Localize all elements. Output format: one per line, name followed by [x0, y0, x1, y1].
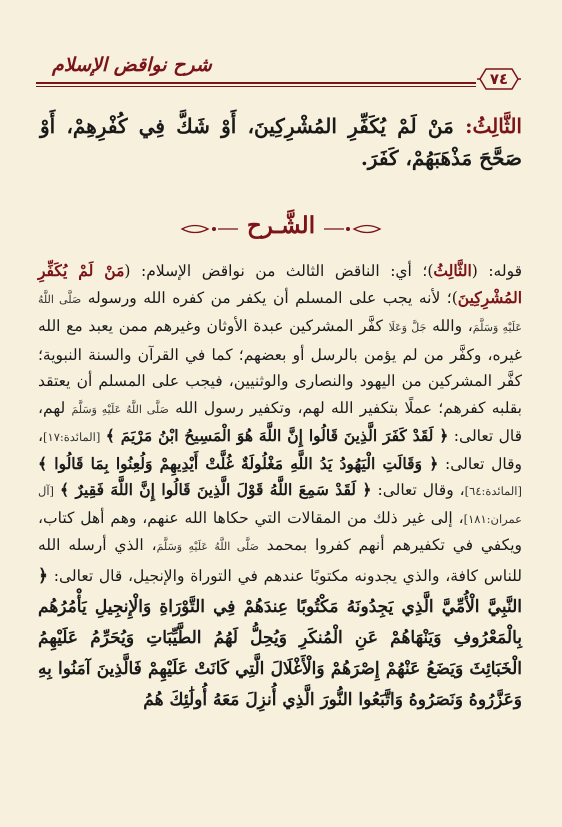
text-run: ، وقال تعالى: [377, 481, 465, 499]
verse-reference: [آل عمران:١٨١] [38, 484, 522, 526]
honorific-allah: جَلَّ وَعَلَا [388, 321, 427, 334]
matn-label: الثَّالِثُ: [465, 114, 522, 138]
honorific: صَلَّى اللَّهُ عَلَيْهِ وَسَلَّمَ [38, 292, 522, 334]
text-run: ، وقال تعالى: [38, 427, 523, 473]
page-number-frame [476, 66, 522, 92]
text-run: كفَّر المشركين عبدة الأوثان وغيرهم ممن يعبد مع الله غيره، وكفَّر من لم يؤمن بالرسل أو بعضهم؛ كما في القرآن والسنة النبوية؛ كفَّر المشركين من اليهود والنصارى والوثنيين، فيجب على المسلم أن يعتقد بقلبه كفرهم؛ عملًا بتكفير الله لهم، وتكفير رسول الله [38, 317, 522, 417]
matn-quote-label: الثَّالِثُ [433, 261, 472, 280]
quran-verse: ﴿ لَقَدْ سَمِعَ اللَّهُ قَوْلَ الَّذِينَ قَالُوا إِنَّ اللَّهَ فَقِيرٌ ﴾ [60, 480, 372, 499]
section-title: الشَّـرح [246, 212, 316, 239]
right-ornament-icon [322, 222, 382, 236]
running-header [36, 52, 522, 96]
quran-verse: ﴿ النَّبِيَّ الْأُمِّيَّ الَّذِي يَجِدُونَهُ مَكْتُوبًا عِندَهُمْ فِي التَّوْرَاةِ وَالْإِنجِيلِ يَأْمُرُهُم بِالْمَعْرُوفِ وَيَنْهَاهُمْ عَنِ الْمُنكَرِ وَيُحِلُّ لَهُمُ الطَّيِّبَاتِ وَيُحَرِّمُ عَلَيْهِمُ الْخَبَائِثَ وَيَضَعُ عَنْهُمْ إِصْرَهُمْ وَالْأَغْلَالَ الَّتِي كَانَتْ عَلَيْهِمْ فَالَّذِينَ آمَنُوا بِهِ وَعَزَّرُوهُ وَنَصَرُوهُ وَاتَّبَعُوا النُّورَ الَّذِي أُنزِلَ مَعَهُ أُولَٰئِكَ هُمُ [38, 565, 522, 710]
book-title: شرح نواقض الإسلام [44, 54, 220, 76]
text-run: قوله: ( [471, 262, 523, 280]
honorific: صَلَّى اللَّهُ عَلَيْهِ وَسَلَّمَ [156, 540, 259, 553]
verse-reference: [المائدة:٦٤] [464, 484, 522, 498]
section-heading [0, 208, 562, 248]
page-number: ٧٤ [489, 70, 509, 88]
matn-quote: مَنْ لَمْ يُكَفِّرِ المُشْرِكِينَ [38, 261, 523, 307]
text-run: ، إلى غير ذلك من المقالات التي حكاها الله عنهم، وهم أهل كتاب، ويكفي في تكفيرهم أنهم كفروا بمحمد [38, 508, 522, 554]
matn-text [40, 110, 522, 174]
quran-verse: ﴿ لَقَدْ كَفَرَ الَّذِينَ قَالُوا إِنَّ اللَّهَ هُوَ الْمَسِيحُ ابْنُ مَرْيَمَ ﴾ [105, 426, 449, 445]
text-run: )؛ لأنه يجب على المسلم أن يكفر من كفره الله ورسوله [87, 288, 458, 307]
honorific: صَلَّى اللَّهُ عَلَيْهِ وَسَلَّمَ [71, 402, 169, 416]
text-run: ، والله [432, 317, 473, 335]
commentary-paragraph [38, 258, 522, 716]
verse-reference: [المائدة:١٧] [43, 430, 101, 444]
matn-body: مَنْ لَمْ يُكَفِّرِ المُشْرِكِينَ، أَوْ شَكَّ فِي كُفْرِهِمْ، أَوْ صَحَّحَ مَذْهَبَهُمْ، كَفَرَ. [40, 114, 522, 170]
text-run: )؛ أي: الناقض الثالث من نواقض الإسلام: ( [124, 262, 434, 280]
quran-verse: ﴿ وَقَالَتِ الْيَهُودُ يَدُ اللَّهِ مَغْلُولَةٌ غُلَّتْ أَيْدِيهِمْ وَلُعِنُوا بِمَا قَالُوا ﴾ [38, 453, 439, 473]
text-run: لهم، قال تعالى: [38, 398, 522, 445]
commentary-body [38, 258, 522, 716]
header-rule-thin [36, 86, 522, 87]
text-run: ، الذي أرسله الله للناس كافة، والذي يجدونه مكتوبًا عندهم في التوراة والإنجيل، قال تعالى: [38, 536, 522, 585]
header-rule [36, 82, 522, 84]
